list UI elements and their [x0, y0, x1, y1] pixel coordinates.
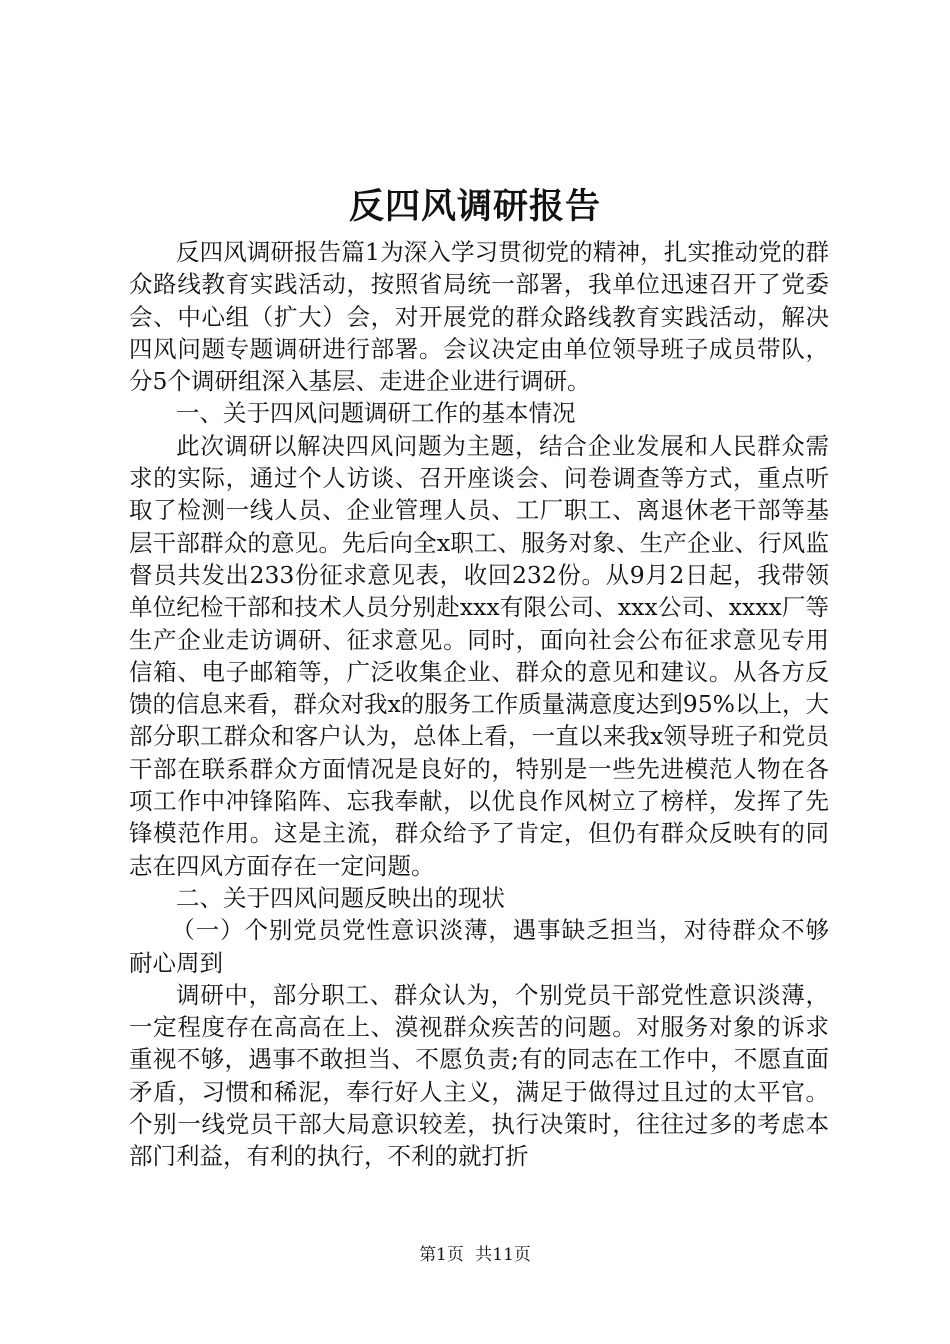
page-total: 共11页 [475, 1245, 531, 1265]
page-footer [0, 1243, 950, 1267]
section-heading-2: 二、关于四风问题反映出的现状 [176, 883, 505, 912]
paragraph-intro: 反四风调研报告篇1为深入学习贯彻党的精神，扎实推动党的群众路线教育实践活动，按照省局统一部署，我单位迅速召开了党委会、中心组（扩大）会，对开展党的群众路线教育实践活动，解决四风问题专题调研进行部署。会议决定由单位领导班子成员带队，分5个调研组深入基层、走进企业进行调研。 [129, 238, 829, 396]
page-number: 第1页 [419, 1245, 464, 1265]
paragraph-research-findings: 调研中，部分职工、群众认为，个别党员干部党性意识淡薄，一定程度存在高高在上、漠视群众疾苦的问题。对服务对象的诉求重视不够，遇事不敢担当、不愿负责;有的同志在工作中，不愿直面矛盾，习惯和稀泥，奉行好人主义，满足于做得过且过的太平官。个别一线党员干部大局意识较差，执行决策时，往往过多的考虑本部门利益，有利的执行，不利的就打折 [129, 980, 829, 1171]
document-body [129, 236, 829, 1173]
document-title: 反四风调研报告 [348, 186, 601, 227]
subsection-heading-1: （一）个别党员党性意识淡薄，遇事缺乏担当，对待群众不够耐心周到 [129, 916, 829, 977]
paragraph-basic-situation: 此次调研以解决四风问题为主题，结合企业发展和人民群众需求的实际，通过个人访谈、召开座谈会、问卷调查等方式，重点听取了检测一线人员、企业管理人员、工厂职工、离退休老干部等基层干部群众的意见。先后向全x职工、服务对象、生产企业、行风监督员共发出233份征求意见表，收回232份。从9月2日起，我带领单位纪检干部和技术人员分别赴xxx有限公司、xxx公司、xxxx厂等生产企业走访调研、征求意见。同时，面向社会公布征求意见专用信箱、电子邮箱等，广泛收集企业、群众的意见和建议。从各方反馈的信息来看，群众对我x的服务工作质量满意度达到95%以上，大部分职工群众和客户认为，总体上看，一直以来我x领导班子和党员干部在联系群众方面情况是良好的，特别是一些先进模范人物在各项工作中冲锋陷阵、忘我奉献，以优良作风树立了榜样，发挥了先锋模范作用。这是主流，群众给予了肯定，但仍有群众反映有的同志在四风方面存在一定问题。 [129, 431, 829, 880]
section-heading-1: 一、关于四风问题调研工作的基本情况 [176, 399, 576, 428]
